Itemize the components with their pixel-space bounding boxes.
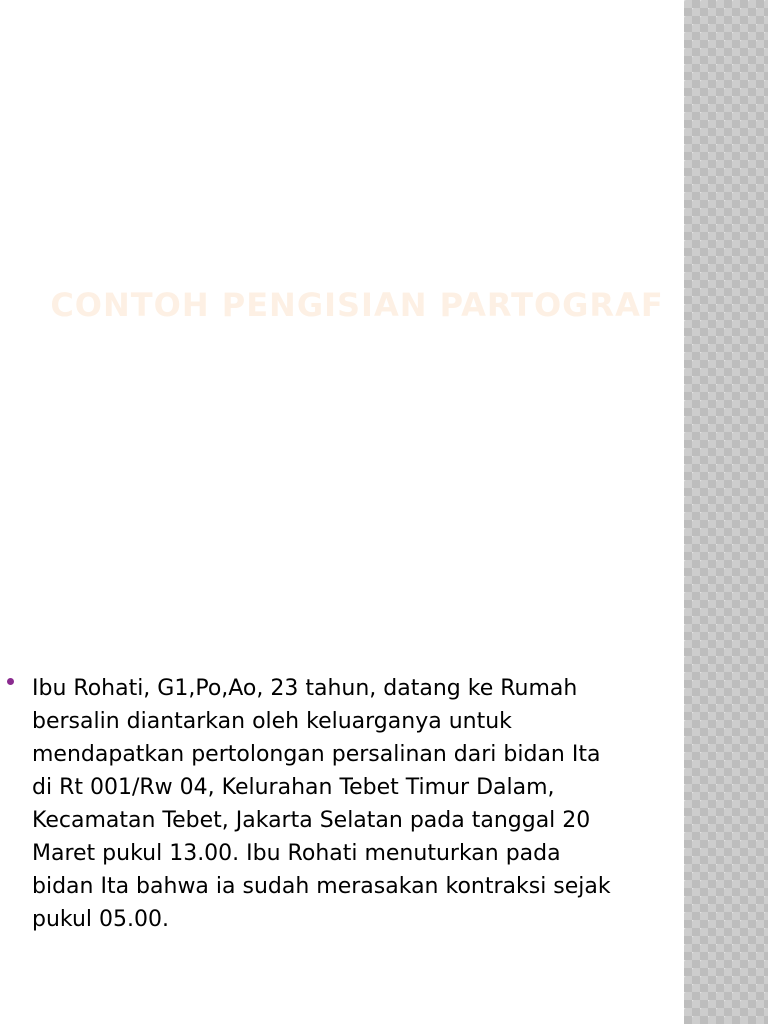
body-text-line-4: di Rt 001/Rw 04, Kelurahan Tebet Timur Dalam, [32,775,555,800]
slide-title: CONTOH PENGISIAN PARTOGRAF [50,286,664,324]
body-text-line-1: Ibu Rohati, G1,Po,Ao, 23 tahun, datang ke Rumah [32,676,578,701]
body-text-line-2: bersalin diantarkan oleh keluarganya untuk [32,709,512,734]
body-text-line-5: Kecamatan Tebet, Jakarta Selatan pada tanggal 20 [32,808,591,833]
body-text-line-8: pukul 05.00. [32,907,169,932]
body-text-line-7: bidan Ita bahwa ia sudah merasakan kontraksi sejak [32,874,611,899]
body-text-line-6: Maret pukul 13.00. Ibu Rohati menuturkan pada [32,841,561,866]
bullet-dot-icon [7,678,14,685]
body-text-line-3: mendapatkan pertolongan persalinan dari bidan Ita [32,742,601,767]
body-bullet-list [0,672,684,936]
body-bullet-item [0,672,684,936]
decorative-side-pattern [684,0,768,1024]
